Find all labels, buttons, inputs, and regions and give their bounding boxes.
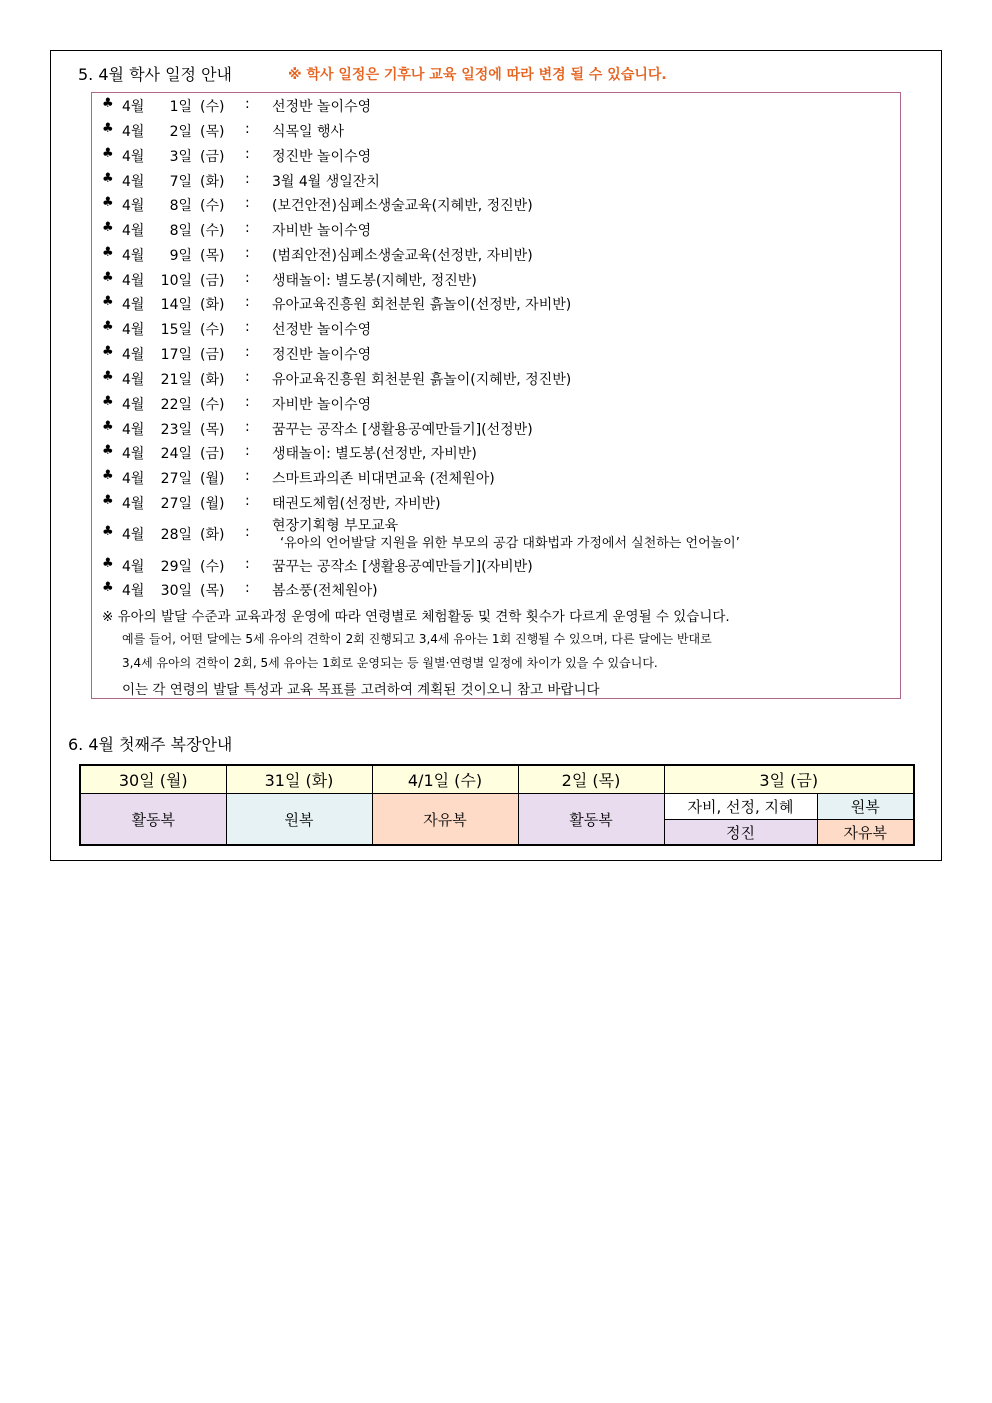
club-icon: ♣	[102, 319, 114, 334]
schedule-event: 자비반 놀이수영	[272, 397, 372, 413]
schedule-event-detail: ‘유아의 언어발달 지원을 위한 부모의 공감 대화법과 가정에서 실천하는 언어놀이’	[280, 536, 740, 551]
schedule-weekday: (금)	[200, 347, 225, 363]
schedule-event: 선정반 놀이수영	[272, 99, 372, 115]
schedule-event: 봄소풍(전체원아)	[272, 583, 378, 599]
club-icon: ♣	[102, 443, 114, 458]
club-icon: ♣	[102, 394, 114, 409]
schedule-day: 23일	[160, 422, 192, 438]
outfit-mon: 활동복	[80, 794, 226, 845]
separator: :	[245, 220, 250, 236]
separator: :	[245, 419, 250, 435]
schedule-month: 4월	[122, 422, 145, 438]
schedule-event: 꿈꾸는 공작소 [생활용공예만들기](자비반)	[272, 559, 533, 575]
schedule-month: 4월	[122, 397, 145, 413]
schedule-day: 27일	[160, 496, 192, 512]
schedule-event: 스마트과의존 비대면교육 (전체원아)	[272, 471, 495, 487]
club-icon: ♣	[102, 344, 114, 359]
schedule-month: 4월	[122, 174, 145, 190]
schedule-event: 꿈꾸는 공작소 [생활용공예만들기](선정반)	[272, 422, 533, 438]
schedule-weekday: (수)	[200, 198, 225, 214]
schedule-weekday: (화)	[200, 372, 225, 388]
outfit-header-mon: 30일 (월)	[80, 765, 226, 794]
schedule-event: 유아교육진흥원 회천분원 흙놀이(지혜반, 정진반)	[272, 372, 572, 388]
schedule-month: 4월	[122, 99, 145, 115]
schedule-footnote: 3,4세 유아의 견학이 2회, 5세 유아는 1회로 운영되는 등 월별·연령별 일정에 차이가 있을 수 있습니다.	[122, 656, 658, 670]
schedule-day: 24일	[160, 446, 192, 462]
schedule-weekday: (금)	[200, 149, 225, 165]
schedule-event: (보건안전)심폐소생술교육(지혜반, 정진반)	[272, 198, 533, 214]
club-icon: ♣	[102, 220, 114, 235]
schedule-month: 4월	[122, 559, 145, 575]
schedule-weekday: (화)	[200, 527, 225, 543]
outfit-table	[79, 764, 915, 846]
separator: :	[245, 443, 250, 459]
outfit-fri-classes-a: 자비, 선정, 지혜	[664, 794, 817, 820]
schedule-day: 2일	[169, 124, 192, 140]
separator: :	[245, 580, 250, 596]
schedule-weekday: (수)	[200, 322, 225, 338]
schedule-month: 4월	[122, 322, 145, 338]
schedule-month: 4월	[122, 471, 145, 487]
separator: :	[245, 369, 250, 385]
club-icon: ♣	[102, 294, 114, 309]
schedule-weekday: (금)	[200, 273, 225, 289]
schedule-weekday: (목)	[200, 422, 225, 438]
outfit-header-tue: 31일 (화)	[226, 765, 372, 794]
schedule-event: 생태놀이: 별도봉(지혜반, 정진반)	[272, 273, 477, 289]
schedule-event: 태권도체험(선정반, 자비반)	[272, 496, 441, 512]
separator: :	[245, 493, 250, 509]
club-icon: ♣	[102, 580, 114, 595]
club-icon: ♣	[102, 121, 114, 136]
club-icon: ♣	[102, 419, 114, 434]
separator: :	[245, 294, 250, 310]
schedule-event: 3월 4월 생일잔치	[272, 174, 380, 190]
schedule-day: 14일	[160, 297, 192, 313]
schedule-month: 4월	[122, 372, 145, 388]
schedule-event: (범죄안전)심폐소생술교육(선정반, 자비반)	[272, 248, 533, 264]
club-icon: ♣	[102, 556, 114, 571]
separator: :	[245, 146, 250, 162]
schedule-day: 28일	[160, 527, 192, 543]
separator: :	[245, 270, 250, 286]
outfit-fri-classes-b: 정진	[664, 820, 817, 845]
schedule-month: 4월	[122, 496, 145, 512]
schedule-weekday: (월)	[200, 496, 225, 512]
schedule-event: 선정반 놀이수영	[272, 322, 372, 338]
schedule-weekday: (목)	[200, 583, 225, 599]
separator: :	[245, 245, 250, 261]
schedule-event: 정진반 놀이수영	[272, 149, 372, 165]
schedule-month: 4월	[122, 273, 145, 289]
club-icon: ♣	[102, 493, 114, 508]
schedule-day: 29일	[160, 559, 192, 575]
schedule-month: 4월	[122, 248, 145, 264]
outfit-fri-outfit-b: 자유복	[817, 820, 914, 845]
separator: :	[245, 344, 250, 360]
club-icon: ♣	[102, 96, 114, 111]
schedule-weekday: (화)	[200, 297, 225, 313]
schedule-month: 4월	[122, 149, 145, 165]
schedule-footnote: ※ 유아의 발달 수준과 교육과정 운영에 따라 연령별로 체험활동 및 견학 횟수가 다르게 운영될 수 있습니다.	[102, 609, 730, 625]
outfit-wed: 자유복	[372, 794, 518, 845]
schedule-event: 자비반 놀이수영	[272, 223, 372, 239]
schedule-month: 4월	[122, 198, 145, 214]
club-icon: ♣	[102, 468, 114, 483]
schedule-event: 유아교육진흥원 회천분원 흙놀이(선정반, 자비반)	[272, 297, 572, 313]
schedule-day: 10일	[160, 273, 192, 289]
separator: :	[245, 556, 250, 572]
schedule-month: 4월	[122, 583, 145, 599]
schedule-event: 생태놀이: 별도봉(선정반, 자비반)	[272, 446, 477, 462]
section6-title: 6. 4월 첫째주 복장안내	[68, 735, 233, 754]
schedule-month: 4월	[122, 527, 145, 543]
separator: :	[245, 96, 250, 112]
outfit-header-wed: 4/1일 (수)	[372, 765, 518, 794]
outfit-thu: 활동복	[518, 794, 664, 845]
club-icon: ♣	[102, 146, 114, 161]
outfit-header-thu: 2일 (목)	[518, 765, 664, 794]
separator: :	[245, 171, 250, 187]
separator: :	[245, 524, 250, 540]
club-icon: ♣	[102, 245, 114, 260]
schedule-weekday: (목)	[200, 124, 225, 140]
schedule-day: 8일	[169, 198, 192, 214]
schedule-weekday: (금)	[200, 446, 225, 462]
club-icon: ♣	[102, 195, 114, 210]
section5-title: 5. 4월 학사 일정 안내	[78, 65, 232, 84]
schedule-weekday: (월)	[200, 471, 225, 487]
club-icon: ♣	[102, 270, 114, 285]
schedule-weekday: (수)	[200, 559, 225, 575]
outfit-tue: 원복	[226, 794, 372, 845]
schedule-event: 정진반 놀이수영	[272, 347, 372, 363]
schedule-day: 3일	[169, 149, 192, 165]
schedule-weekday: (수)	[200, 397, 225, 413]
schedule-month: 4월	[122, 124, 145, 140]
separator: :	[245, 319, 250, 335]
schedule-day: 17일	[160, 347, 192, 363]
schedule-day: 27일	[160, 471, 192, 487]
schedule-weekday: (화)	[200, 174, 225, 190]
schedule-day: 8일	[169, 223, 192, 239]
outfit-fri-outfit-a: 원복	[817, 794, 914, 820]
separator: :	[245, 121, 250, 137]
separator: :	[245, 468, 250, 484]
schedule-event: 현장기획형 부모교육	[272, 518, 399, 534]
schedule-day: 15일	[160, 322, 192, 338]
separator: :	[245, 394, 250, 410]
schedule-month: 4월	[122, 347, 145, 363]
schedule-day: 30일	[160, 583, 192, 599]
schedule-day: 22일	[160, 397, 192, 413]
schedule-footnote: 예를 들어, 어떤 달에는 5세 유아의 견학이 2회 진행되고 3,4세 유아는 1회 진행될 수 있으며, 다른 달에는 반대로	[122, 632, 712, 646]
club-icon: ♣	[102, 369, 114, 384]
club-icon: ♣	[102, 171, 114, 186]
schedule-day: 7일	[169, 174, 192, 190]
separator: :	[245, 195, 250, 211]
schedule-month: 4월	[122, 297, 145, 313]
schedule-footnote: 이는 각 연령의 발달 특성과 교육 목표를 고려하여 계획된 것이오니 참고 바랍니다	[122, 682, 600, 698]
schedule-weekday: (수)	[200, 223, 225, 239]
schedule-month: 4월	[122, 223, 145, 239]
club-icon: ♣	[102, 524, 114, 539]
schedule-event: 식목일 행사	[272, 124, 345, 140]
outfit-header-fri: 3일 (금)	[664, 765, 914, 794]
schedule-weekday: (수)	[200, 99, 225, 115]
schedule-day: 1일	[169, 99, 192, 115]
schedule-day: 21일	[160, 372, 192, 388]
schedule-weekday: (목)	[200, 248, 225, 264]
schedule-day: 9일	[169, 248, 192, 264]
section5-notice: ※ 학사 일정은 기후나 교육 일정에 따라 변경 될 수 있습니다.	[288, 67, 667, 83]
schedule-month: 4월	[122, 446, 145, 462]
